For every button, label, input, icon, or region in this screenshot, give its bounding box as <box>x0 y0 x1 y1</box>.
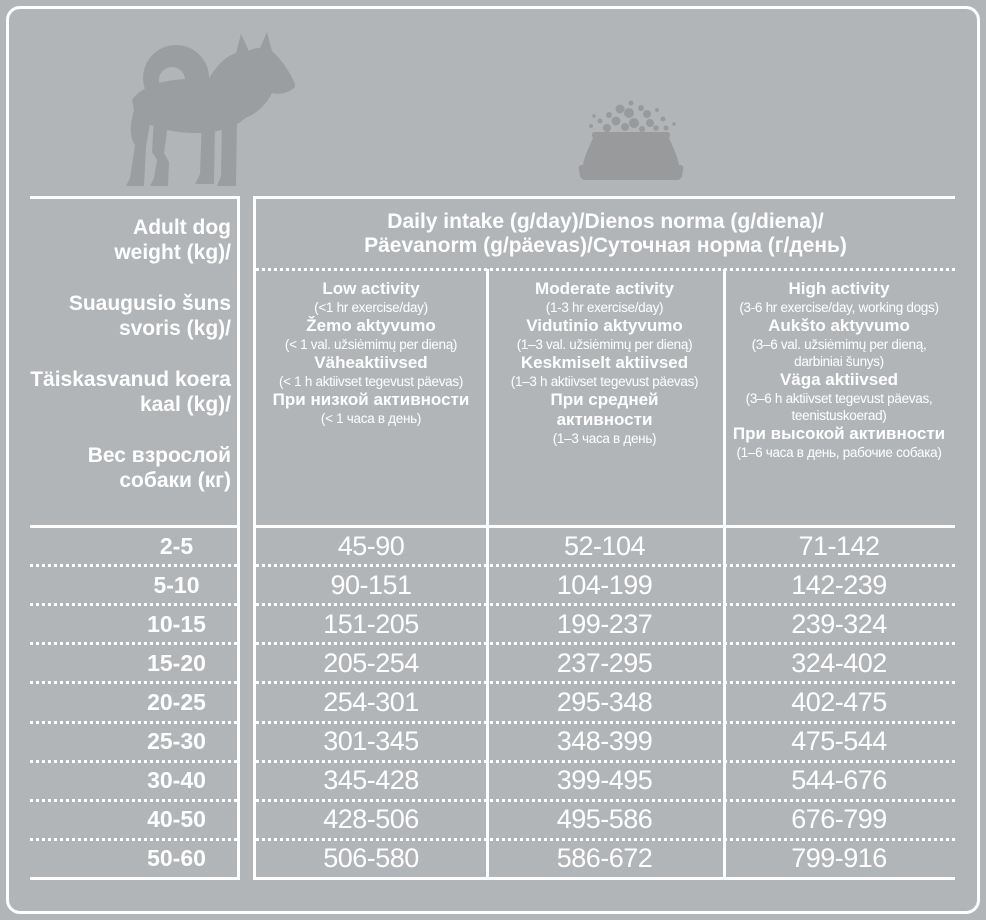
intake-cell: 544-676 <box>791 765 887 796</box>
weight-cell: 20-25 <box>30 681 237 720</box>
intake-cell: 345-428 <box>323 765 419 796</box>
table-row <box>256 603 955 642</box>
intake-cell: 399-495 <box>556 765 653 796</box>
intake-cell: 301-345 <box>323 726 419 757</box>
intake-cell: 142-239 <box>791 569 887 600</box>
intake-cell: 676-799 <box>791 804 887 835</box>
intake-rows <box>256 528 955 877</box>
weight-header-en <box>30 215 231 265</box>
intake-cell: 52-104 <box>563 530 646 561</box>
header-line: Aukšto aktyvumo <box>768 316 910 335</box>
intake-cell: 586-672 <box>556 843 653 874</box>
weight-header-line: weight (kg)/ <box>114 241 231 264</box>
header-line: При средней активности <box>550 390 659 429</box>
header-line: (< 1 h aktiivset tegevust päevas) <box>278 374 464 389</box>
intake-cell: 205-254 <box>323 647 419 678</box>
column-divider <box>723 269 726 877</box>
header-line: Žemo aktyvumo <box>306 316 436 335</box>
weight-header-line: Suaugusio šuns <box>68 292 231 315</box>
table-row <box>256 681 955 720</box>
header-line: Moderate activity <box>535 279 674 298</box>
header-line: При высокой активности <box>732 424 946 443</box>
header-line: (1–3 h aktiivset tegevust päevas) <box>510 374 699 389</box>
intake-cell: 199-237 <box>556 608 653 639</box>
weight-cell: 50-60 <box>30 838 237 877</box>
weight-header-line: собаки (кг) <box>119 469 231 492</box>
intake-cell: 295-348 <box>556 686 653 717</box>
dog-icon <box>90 26 295 188</box>
table-row <box>256 760 955 799</box>
column-divider <box>486 269 489 877</box>
intake-cell: 402-475 <box>791 686 887 717</box>
intake-cell: 239-324 <box>791 608 887 639</box>
intake-section <box>253 196 955 880</box>
table-row <box>256 528 955 564</box>
intake-cell: 428-506 <box>323 804 419 835</box>
weight-header-line: Вес взрослой <box>87 444 231 467</box>
header-line: High activity <box>788 279 890 298</box>
header-line: (1–6 часа в день, рабочие собака) <box>736 445 942 460</box>
daily-intake-line: Päevanorm (g/päevas)/Суточная норма (г/день) <box>364 233 847 257</box>
intake-cell: 104-199 <box>556 569 653 600</box>
header-line: Low activity <box>322 279 420 298</box>
header-line: При низкой активности <box>272 390 470 409</box>
header-line: Keskmiselt aktiivsed <box>520 353 689 372</box>
header-line: (1-3 hr exercise/day) <box>545 300 664 315</box>
feeding-table <box>30 196 955 880</box>
weight-column-header <box>30 199 237 528</box>
table-row <box>256 642 955 681</box>
weight-header-line: Täiskasvanud koera <box>30 368 231 391</box>
weight-header-line: kaal (kg)/ <box>139 393 231 416</box>
intake-cell: 324-402 <box>791 647 887 678</box>
intake-cell: 71-142 <box>798 530 880 561</box>
weight-cell: 2-5 <box>159 532 194 559</box>
intake-cell: 475-544 <box>791 726 887 757</box>
weight-header-lt <box>30 291 231 341</box>
weight-rows <box>30 528 237 877</box>
food-bowl-icon <box>578 96 684 182</box>
header-line: (< 1 val. užsiėmimų per dieną) <box>284 337 458 352</box>
intake-cell: 506-580 <box>323 843 419 874</box>
header-line: Väga aktiivsed <box>779 370 899 389</box>
weight-header-line: Adult dog <box>133 216 231 239</box>
header-line: (< 1 часа в день) <box>320 411 422 426</box>
weight-column <box>30 196 240 880</box>
table-row <box>256 799 955 838</box>
weight-cell: 10-15 <box>30 603 237 642</box>
weight-cell: 5-10 <box>30 564 237 603</box>
header-line: (1–3 val. užsiėmimų per dieną) <box>516 337 693 352</box>
intake-cell: 348-399 <box>556 726 653 757</box>
table-row <box>256 838 955 877</box>
activity-header-low <box>256 271 486 525</box>
weight-cell: 15-20 <box>30 642 237 681</box>
weight-header-et <box>30 367 231 417</box>
weight-cell: 30-40 <box>30 760 237 799</box>
weight-header-ru <box>30 443 231 493</box>
daily-intake-header <box>256 199 955 271</box>
header-line: (1–3 часа в день) <box>552 431 657 446</box>
activity-header-high <box>723 271 955 525</box>
intake-cell: 45-90 <box>337 530 405 561</box>
intake-cell: 237-295 <box>556 647 653 678</box>
weight-header-line: svoris (kg)/ <box>118 317 231 340</box>
header-line: (3–6 h aktiivset tegevust päevas, teenistuskoerad) <box>745 391 933 423</box>
activity-header-moderate <box>486 271 723 525</box>
intake-cell: 799-916 <box>791 843 887 874</box>
header-line: (3-6 hr exercise/day, working dogs) <box>739 300 939 315</box>
activity-headers <box>256 271 955 528</box>
intake-cell: 90-151 <box>330 569 412 600</box>
table-row <box>256 564 955 603</box>
header-line: (<1 hr exercise/day) <box>314 300 428 315</box>
table-row <box>256 721 955 760</box>
header-line: Väheaktiivsed <box>314 353 428 372</box>
daily-intake-line: Daily intake (g/day)/Dienos norma (g/diena)/ <box>387 209 824 233</box>
intake-cell: 151-205 <box>323 608 419 639</box>
intake-cell: 254-301 <box>323 686 419 717</box>
header-line: Vidutinio aktyvumo <box>526 316 683 335</box>
header-line: (3–6 val. užsiėmimų per dieną, darbiniai šunys) <box>751 337 927 369</box>
intake-cell: 495-586 <box>556 804 653 835</box>
weight-cell: 25-30 <box>30 721 237 760</box>
weight-cell: 40-50 <box>30 799 237 838</box>
